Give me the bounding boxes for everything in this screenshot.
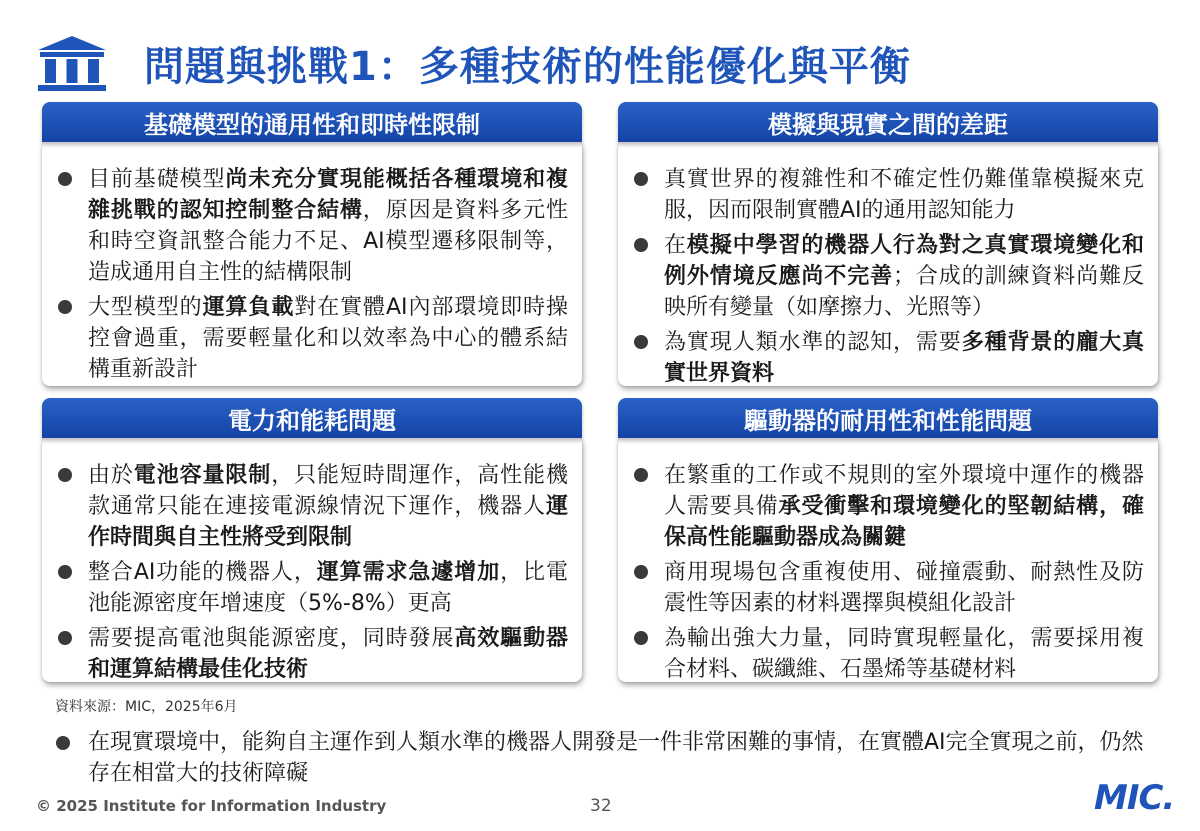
bullet-text: 在繁重的工作或不規則的室外環境中運作的機器人需要具備 bbox=[664, 463, 1144, 519]
bullet-item bbox=[630, 623, 1144, 685]
panel-card-sim-gap bbox=[618, 140, 1158, 386]
bullet-emphasis: 多種背景的龐大真實世界資料 bbox=[664, 330, 1144, 386]
bullet-text: ，原因是資料多元性和時空資訊整合能力不足、AI模型遷移限制等，造成通用自主性的結構限制 bbox=[88, 198, 568, 285]
bullet-text: 目前基礎模型 bbox=[88, 167, 226, 192]
bullet-item bbox=[54, 623, 568, 685]
bullet-text: ，只能短時間運作，高性能機款通常只能在連接電源線情況下運作，機器人 bbox=[88, 463, 568, 519]
bullet-item bbox=[54, 292, 568, 385]
bullet-text: ；合成的訓練資料尚難反映所有變量（如摩擦力、光照等） bbox=[664, 264, 1144, 320]
bullet-dot-icon bbox=[634, 468, 648, 482]
bullet-item bbox=[54, 557, 568, 619]
bullet-dot-icon bbox=[58, 468, 72, 482]
copyright: © 2025 Institute for Information Industry bbox=[36, 797, 387, 815]
page-number: 32 bbox=[590, 796, 612, 816]
bullet-emphasis: 承受衝擊和環境變化的堅韌結構，確保高性能驅動器成為關鍵 bbox=[664, 494, 1144, 550]
bullet-dot-icon bbox=[58, 631, 72, 645]
bullet-emphasis: 模擬中學習的機器人行為對之真實環境變化和例外情境反應尚不完善 bbox=[664, 233, 1144, 289]
panel-title-general-limits: 基礎模型的通用性和即時性限制 bbox=[42, 102, 582, 142]
bullet-dot-icon bbox=[58, 565, 72, 579]
bullet-dot-icon bbox=[634, 238, 648, 252]
bullet-dot-icon bbox=[56, 736, 70, 750]
bullet-list bbox=[54, 460, 568, 685]
bullet-text: 需要提高電池與能源密度，同時發展 bbox=[88, 626, 455, 651]
page-title: 問題與挑戰1：多種技術的性能優化與平衡 bbox=[144, 43, 911, 90]
panel-title-actuator: 驅動器的耐用性和性能問題 bbox=[618, 398, 1158, 438]
panel-card-power bbox=[42, 436, 582, 682]
bullet-dot-icon bbox=[634, 172, 648, 186]
summary-bullet bbox=[52, 727, 1152, 789]
bullet-dot-icon bbox=[634, 565, 648, 579]
panel-title-sim-gap: 模擬與現實之間的差距 bbox=[618, 102, 1158, 142]
bullet-dot-icon bbox=[634, 631, 648, 645]
bullet-emphasis: 尚未充分實現能概括各種環境和複雜挑戰的認知控制整合結構 bbox=[88, 167, 568, 223]
bullet-emphasis: 運作時間與自主性將受到限制 bbox=[88, 494, 568, 550]
source-note: 資料來源：MIC，2025年6月 bbox=[55, 699, 238, 715]
bullet-item bbox=[630, 557, 1144, 619]
institution-building-icon bbox=[36, 34, 108, 92]
bullet-list bbox=[630, 164, 1144, 389]
bullet-item bbox=[54, 460, 568, 553]
bullet-dot-icon bbox=[58, 172, 72, 186]
bullet-text: 由於 bbox=[88, 463, 134, 488]
panel-card-general-limits bbox=[42, 140, 582, 386]
bullet-item bbox=[630, 460, 1144, 553]
bullet-dot-icon bbox=[634, 335, 648, 349]
bullet-text: 整合AI功能的機器人， bbox=[88, 560, 317, 585]
bullet-emphasis: 高效驅動器和運算結構最佳化技術 bbox=[88, 626, 568, 682]
bullet-item bbox=[630, 327, 1144, 389]
bullet-item bbox=[630, 230, 1144, 323]
panel-title-power: 電力和能耗問題 bbox=[42, 398, 582, 438]
bullet-emphasis: 電池容量限制 bbox=[133, 463, 272, 488]
bullet-list bbox=[630, 460, 1144, 685]
mic-logo: MIC. bbox=[1094, 778, 1175, 818]
bullet-emphasis: 運算負載 bbox=[202, 295, 295, 320]
bullet-text: 為實現人類水準的認知，需要 bbox=[664, 330, 962, 355]
bullet-dot-icon bbox=[58, 300, 72, 314]
bullet-item bbox=[630, 164, 1144, 226]
summary-text: 在現實環境中，能夠自主運作到人類水準的機器人開發是一件非常困難的事情，在實體AI完全實現之前，仍然存在相當大的技術障礙 bbox=[88, 730, 1144, 786]
header bbox=[36, 28, 911, 98]
bullet-list bbox=[54, 164, 568, 385]
panel-card-actuator bbox=[618, 436, 1158, 682]
bullet-text: 為輸出強大力量，同時實現輕量化，需要採用複合材料、碳纖維、石墨烯等基礎材料 bbox=[664, 626, 1144, 682]
bullet-item bbox=[54, 164, 568, 288]
bullet-text: 真實世界的複雜性和不確定性仍難僅靠模擬來克服，因而限制實體AI的通用認知能力 bbox=[664, 167, 1144, 223]
bullet-text: 商用現場包含重複使用、碰撞震動、耐熱性及防震性等因素的材料選擇與模組化設計 bbox=[664, 560, 1144, 616]
bullet-text: 在 bbox=[664, 233, 687, 258]
bullet-emphasis: 運算需求急遽增加 bbox=[316, 560, 501, 585]
bullet-text: ，比電池能源密度年增速度（5%-8%）更高 bbox=[88, 560, 568, 616]
bullet-text: 對在實體AI內部環境即時操控會過重，需要輕量化和以效率為中心的體系結構重新設計 bbox=[88, 295, 568, 382]
bullet-text: 大型模型的 bbox=[88, 295, 203, 320]
